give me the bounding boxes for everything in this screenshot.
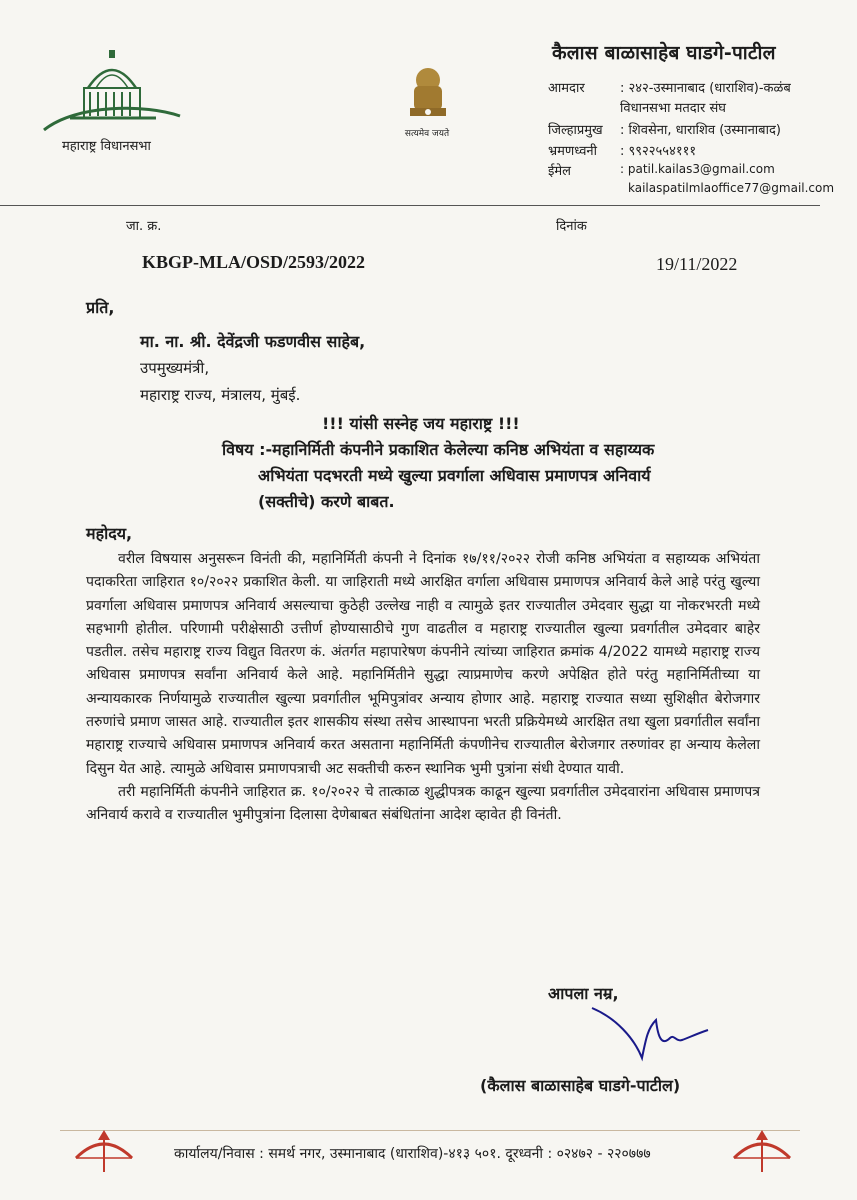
header-label: भ्रमणध्वनी — [548, 144, 598, 159]
emblem-motto: सत्यमेव जयते — [404, 129, 450, 139]
assembly-label: महाराष्ट्र विधानसभा — [62, 139, 151, 154]
header-value: : ९९२२५५४१११ — [620, 144, 697, 159]
header-label: जिल्हाप्रमुख — [548, 123, 603, 138]
bow-arrow-icon — [70, 1128, 138, 1176]
salutation: महोदय, — [86, 524, 133, 543]
prati: प्रति, — [86, 298, 115, 317]
reference-number: KBGP-MLA/OSD/2593/2022 — [142, 252, 366, 272]
header-value: विधानसभा मतदार संघ — [620, 101, 726, 116]
footer-address: कार्यालय/निवास : समर्थ नगर, उस्मानाबाद (धाराशिव)-४१३ ५०१. दूरध्वनी : ०२४७२ - २२०७७७ — [174, 1146, 651, 1162]
closing: आपला नम्र, — [548, 984, 619, 1003]
header-label: ईमेल — [548, 164, 571, 179]
letter-body — [86, 548, 760, 828]
header-value: : २४२-उस्मानाबाद (धाराशिव)-कळंब — [620, 81, 791, 96]
body-paragraph: वरील विषयास अनुसरून विनंती की, महानिर्मिती कंपनी ने दिनांक १७/११/२०२२ रोजी कनिष्ठ अभियंता व सहाय्यक अभियंता पदाकरिता जाहिरात १०/२०२२ प्रकाशित केली. या जाहिराती मध्ये आरक्षित वर्गाला अधिवास प्रमाणपत्र अनिवार्य केले आहे परंतु खुल्या प्रवर्गाला अधिवास प्रमाणपत्र अनिवार्य असल्याचा कुठेही उल्लेख नाही व त्यामुळे इतर राज्यातील उमेदवार सुद्धा या नोकरभरती मध्ये सहभागी होतील. परिणामी परीक्षेसाठी उत्तीर्ण होण्यासाठीचे गुण वाढतील व महाराष्ट्र राज्यातील खुल्या प्रवर्गातील उमेदवार बाहेर पडतील. तसेच महाराष्ट्र राज्य विद्युत वितरण कं. अंतर्गत महापारेषण कंपनीने त्यांच्या जाहिरात क्रमांक 4/2022 यामध्ये महाराष्ट्र राज्य अधिवास प्रमाणपत्र सर्वांना अनिवार्य केले आहे. महानिर्मितीने सुद्धा त्याप्रमाणेच करणे अपेक्षित होते परंतु महानिर्मितीच्या या अन्यायकारक निर्णयामुळे राज्यातील खुल्या प्रवर्गातील भूमिपुत्रांवर अन्याय होणार आहे. महाराष्ट्र राज्यात सध्या सुशिक्षीत बेरोजगार तरुणांचे प्रमाण जासत आहे. राज्यातील इतर शासकीय संस्था तसेच आस्थापना भरती प्रक्रियेमध्ये आरक्षित तथा खुला प्रवर्गातील सर्वांना महाराष्ट्र राज्याचे अधिवास प्रमाणपत्र अनिवार्य करत असताना महानिर्मिती कंपणीनेच राज्यातील बेरोजगार तरुणांवर हा अन्याय केलेला दिसुन येत आहे. त्यामुळे अधिवास प्रमाणपत्राची अट सक्तीची करुन स्थानिक भुमी पुत्रांना संधी देण्यात यावी. — [86, 551, 760, 777]
mla-name: कैलास बाळासाहेब घाडगे-पाटील — [552, 42, 776, 64]
header-value: : शिवसेना, धाराशिव (उस्मानाबाद) — [620, 123, 781, 138]
signatory-name: (कैलास बाळासाहेब घाडगे-पाटील) — [480, 1076, 681, 1095]
header-label: आमदार — [548, 81, 585, 96]
recipient-address: महाराष्ट्र राज्य, मंत्रालय, मुंबई. — [140, 386, 301, 404]
bow-arrow-icon — [728, 1128, 796, 1176]
letter-date: 19/11/2022 — [656, 254, 738, 274]
footer-divider — [60, 1130, 800, 1131]
subject-line: (सक्तीचे) करणे बाबत. — [258, 492, 395, 511]
subject-line: अभियंता पदभरती मध्ये खुल्या प्रवर्गाला अधिवास प्रमाणपत्र अनिवार्य — [258, 466, 651, 485]
signature-icon — [586, 998, 716, 1068]
header-divider — [0, 205, 820, 206]
email-primary[interactable]: : patil.kailas3@gmail.com — [620, 162, 775, 176]
date-label: दिनांक — [556, 219, 587, 234]
greeting: !!! यांसी सस्नेह जय महाराष्ट्र !!! — [322, 414, 520, 433]
recipient-name: मा. ना. श्री. देवेंद्रजी फडणवीस साहेब, — [140, 332, 366, 351]
ref-label: जा. क्र. — [126, 219, 162, 234]
email-secondary[interactable]: kailaspatilmlaoffice77@gmail.com — [628, 181, 835, 195]
body-paragraph: तरी महानिर्मिती कंपनीने जाहिरात क्र. १०/२०२२ चे तात्काळ शुद्धीपत्रक काढून खुल्या प्रवर्गातील उमेदवारांना अधिवास प्रमाणपत्र अनिवार्य करावे व राज्यातील भुमीपुत्रांना दिलासा देणेबाबत संबंधितांना आदेश व्हावेत ही विनंती. — [86, 783, 760, 824]
subject-line: विषय :-महानिर्मिती कंपनीने प्रकाशित केलेल्या कनिष्ठ अभियंता व सहाय्यक — [222, 440, 655, 459]
recipient-designation: उपमुख्यमंत्री, — [140, 359, 210, 377]
